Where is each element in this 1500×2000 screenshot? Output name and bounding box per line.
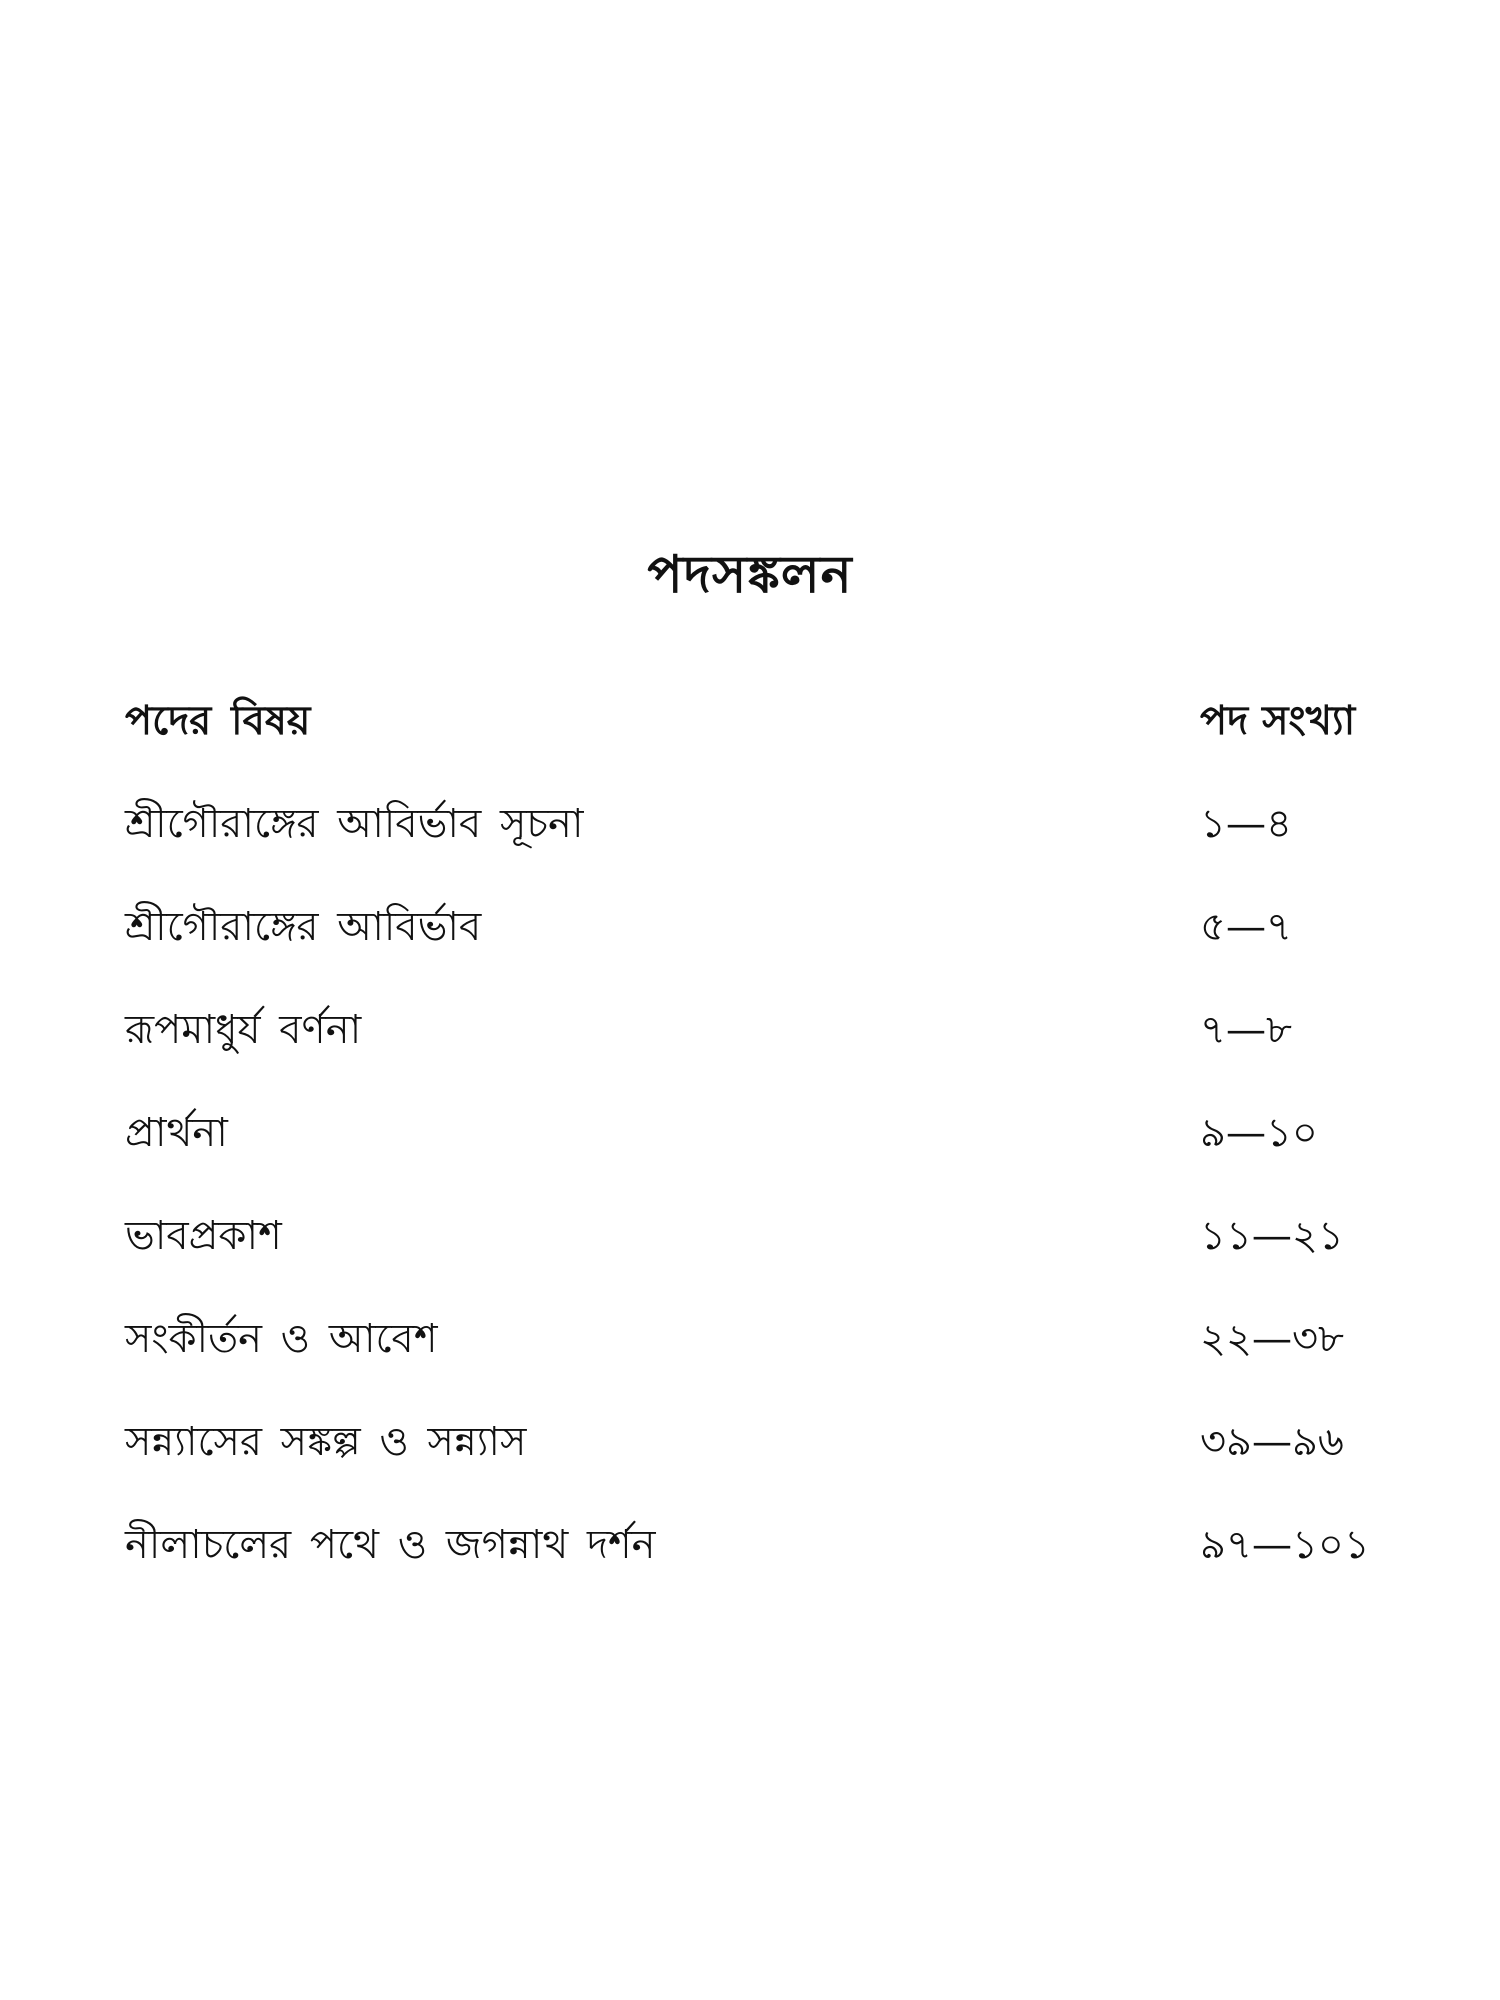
number-column-header: পদ সংখ্যা	[1200, 697, 1356, 744]
entry-range: ১—৪	[1200, 801, 1292, 847]
entry-subject: সন্ন্যাসের সঙ্কল্প ও সন্ন্যাস	[125, 1419, 527, 1465]
table-row	[125, 984, 1380, 1087]
entry-subject: শ্রীগৌরাঙ্গের আবির্ভাব	[125, 904, 482, 950]
entry-range: ৫—৭	[1200, 904, 1292, 950]
table-header	[125, 675, 1380, 778]
entry-subject: প্রার্থনা	[125, 1110, 228, 1156]
entry-subject: সংকীর্তন ও আবেশ	[125, 1316, 438, 1362]
table-row	[125, 1087, 1380, 1190]
table-row	[125, 1499, 1380, 1602]
entry-range: ১১—২১	[1200, 1213, 1344, 1259]
entry-subject: শ্রীগৌরাঙ্গের আবির্ভাব সূচনা	[125, 801, 584, 847]
page-title: পদসঙ্কলন	[647, 544, 853, 605]
entry-subject: নীলাচলের পথে ও জগন্নাথ দর্শন	[125, 1522, 656, 1568]
table-row	[125, 778, 1380, 881]
entry-range: ৭—৮	[1200, 1007, 1292, 1053]
entry-subject: রূপমাধুর্য বর্ণনা	[125, 1007, 362, 1053]
contents-table	[125, 675, 1380, 1602]
entry-range: ২২—৩৮	[1200, 1316, 1344, 1362]
table-row	[125, 1190, 1380, 1293]
entry-range: ৯—১০	[1200, 1110, 1318, 1156]
table-row	[125, 881, 1380, 984]
table-row	[125, 1396, 1380, 1499]
entry-range: ৯৭—১০১	[1200, 1522, 1370, 1568]
entry-range: ৩৯—৯৬	[1200, 1419, 1344, 1465]
entry-subject: ভাবপ্রকাশ	[125, 1213, 282, 1259]
table-row	[125, 1293, 1380, 1396]
subject-column-header: পদের বিষয়	[125, 697, 311, 744]
